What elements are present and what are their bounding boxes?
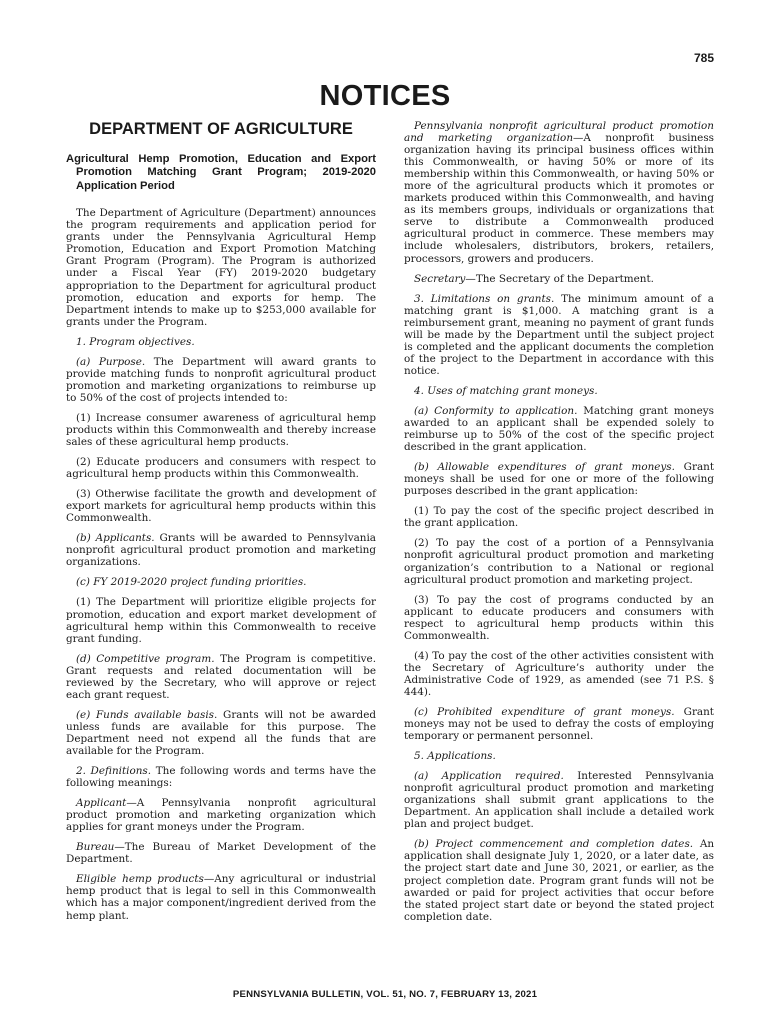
definition-nonprofit-organization: [404, 120, 714, 265]
section-5a-paragraph: [404, 770, 714, 830]
section-4c-text: Grant moneys may not be used to defray the costs of employing temporary or permanent personnel.: [404, 705, 714, 743]
section-4a-text: Matching grant moneys awarded to an applicant shall be expended solely to reimburse up to 50% of the cost of the specific project described in the grant application.: [404, 404, 714, 454]
section-1-heading: [66, 336, 376, 348]
left-column: [66, 120, 376, 930]
section-5b-text: An application shall designate July 1, 2020, or a later date, as the project start date and June 30, 2021, or earlier, as the project completion date. Program grant funds will not be awarded or paid for project activities that occur before the stated project start date or beyond the stated project completion date.: [404, 838, 715, 923]
section-1d-text: The Program is competitive. Grant requests and related documentation will be reviewed by the Secretary, who will approve or reject each grant request.: [66, 652, 376, 701]
right-column: [404, 120, 714, 931]
section-1-heading-text: 1. Program objectives.: [76, 335, 195, 348]
section-title: NOTICES: [319, 80, 451, 112]
section-1b-paragraph: [66, 532, 376, 568]
definition-bureau-term: Bureau: [76, 841, 115, 854]
section-4-heading-text: 4. Uses of matching grant moneys.: [414, 384, 598, 397]
section-1a-text: The Department will award grants to provide matching funds to nonprofit agricultural product promotion and marketing organizations to reimburse up to 50% of the cost of projects intended to:: [66, 355, 376, 404]
page-number: 785: [693, 51, 714, 65]
section-3-text: The minimum amount of a matching grant is $1,000. A matching grant is a reimbursement grant, meaning no payment of grant funds will be made by the Department until the subject project is completed and the applicant documents the completion of the project to the Department in accordance with this notice.: [404, 292, 714, 377]
section-5b-paragraph: [404, 838, 714, 922]
definition-eligible-hemp-products: [66, 873, 376, 921]
section-4b-paragraph: [404, 461, 714, 497]
section-1b-label: (b) Applicants.: [76, 532, 155, 545]
section-4b-text: Grant moneys shall be used for one or more of the following purposes described in the grant application:: [404, 461, 715, 498]
section-4b-item-2: (2) To pay the cost of a portion of a Pennsylvania nonprofit agricultural product promotion and marketing organization’s contribution to a National or regional agricultural product promotion and marketing project.: [404, 537, 714, 586]
definition-applicant: [66, 797, 376, 833]
definition-secretary-term: Secretary: [414, 272, 466, 285]
section-1a-item-2: (2) Educate producers and consumers with respect to agricultural hemp products within this Commonwealth.: [66, 456, 376, 481]
section-1e-paragraph: [66, 709, 376, 757]
section-4-heading: [404, 385, 714, 397]
section-5a-text: Interested Pennsylvania nonprofit agricultural product promotion and marketing organizations shall submit grant applications to the Department. An application shall include a detailed work plan and project budget.: [404, 770, 714, 831]
section-1a-paragraph: [66, 356, 376, 404]
document-title: Agricultural Hemp Promotion, Education and Export Promotion Matching Grant Program; 2019-2020 Application Period: [66, 153, 376, 192]
department-heading: DEPARTMENT OF AGRICULTURE: [89, 120, 353, 138]
definition-bureau-text: —The Bureau of Market Development of the Department.: [66, 841, 376, 866]
definition-applicant-term: Applicant: [76, 797, 127, 810]
section-1a-item-3: (3) Otherwise facilitate the growth and development of export markets for agricultural hemp products within this Commonwealth.: [66, 488, 376, 525]
section-1d-paragraph: [66, 653, 376, 701]
section-5b-label: (b) Project commencement and completion dates.: [414, 838, 694, 851]
section-4b-item-3: (3) To pay the cost of programs conducted by an applicant to educate producers and consumers with respect to agricultural hemp products within this Commonwealth.: [404, 593, 714, 642]
section-2-label: 2. Definitions.: [76, 765, 152, 778]
section-3-label: 3. Limitations on grants.: [414, 292, 555, 305]
section-1e-text: Grants will not be awarded unless funds are available for this purpose. The Department need not expend all the funds that are available for the Program.: [66, 708, 376, 757]
section-4b-item-4: (4) To pay the cost of the other activities consistent with the Secretary of Agriculture’s authority under the Administrative Code of 1929, as amended (see 71 P.S. § 444).: [404, 649, 714, 698]
section-5-heading: [404, 750, 714, 762]
section-4c-label: (c) Prohibited expenditure of grant moneys.: [414, 705, 675, 718]
section-4a-label: (a) Conformity to application.: [414, 404, 578, 417]
section-1c-heading-text: (c) FY 2019-2020 project funding priorities.: [76, 576, 307, 589]
definition-hemp-text: —Any agricultural or industrial hemp product that is legal to sell in this Commonwealth which has a major component/ingredient derived from the hemp plant.: [66, 873, 376, 922]
section-5a-label: (a) Application required.: [414, 770, 564, 783]
definition-secretary-text: —The Secretary of the Department.: [465, 272, 654, 285]
section-4c-paragraph: [404, 706, 714, 742]
intro-paragraph: The Department of Agriculture (Department) announces the program requirements and application period for grants under the Pennsylvania Agricultural Hemp Promotion, Education and Export Promotion Matching Grant Program (Program). The Program is authorized under a Fiscal Year (FY) 2019-2020 budgetary appropriation to the Department for agricultural product promotion, education and exports for hemp. The Department intends to make up to $253,000 available for grants under the Program.: [66, 207, 376, 328]
section-3-paragraph: [404, 293, 714, 377]
section-4b-label: (b) Allowable expenditures of grant moneys.: [414, 461, 675, 474]
definition-hemp-term: Eligible hemp products: [76, 873, 204, 886]
section-1c-heading: [66, 576, 376, 588]
definition-org-term: Pennsylvania nonprofit agricultural product promotion and marketing organization: [404, 120, 714, 145]
section-4b-item-1: (1) To pay the cost of the specific project described in the grant application.: [404, 505, 714, 530]
section-1a-label: (a) Purpose.: [76, 355, 146, 368]
section-1e-label: (e) Funds available basis.: [76, 708, 218, 721]
section-2-paragraph: [66, 765, 376, 789]
definition-applicant-text: —A Pennsylvania nonprofit agricultural product promotion and marketing organization which applies for grant moneys under the Program.: [66, 797, 376, 834]
section-1b-text: Grants will be awarded to Pennsylvania nonprofit agricultural product promotion and marketing organizations.: [66, 532, 376, 569]
bulletin-footer: PENNSYLVANIA BULLETIN, VOL. 51, NO. 7, FEBRUARY 13, 2021: [232, 989, 538, 1000]
section-4a-paragraph: [404, 405, 714, 453]
section-1c-item-1: (1) The Department will prioritize eligible projects for promotion, education and export market development of agricultural hemp within this Commonwealth to receive grant funding.: [66, 596, 376, 645]
section-1a-item-1: (1) Increase consumer awareness of agricultural hemp products within this Commonwealth and thereby increase sales of these agricultural hemp products.: [66, 411, 376, 449]
definition-secretary: [404, 273, 714, 285]
section-5-heading-text: 5. Applications.: [414, 750, 496, 763]
definition-bureau: [66, 841, 376, 865]
section-1d-label: (d) Competitive program.: [76, 652, 215, 665]
definition-org-text: —A nonprofit business organization having its principal business offices within this Commonwealth, or having 50% or more of its membership within this Commonwealth, or having 50% or more of the agricultural products which it promotes or markets produced within this Commonwealth, and having as its members groups, individuals or organizations that serve to distribute a Commonwealth produced agricultural product in commerce. These members may include wholesalers, distributors, brokers, retailers, processors, growers and producers.: [404, 132, 714, 265]
section-2-text: The following words and terms have the following meanings:: [66, 765, 376, 790]
